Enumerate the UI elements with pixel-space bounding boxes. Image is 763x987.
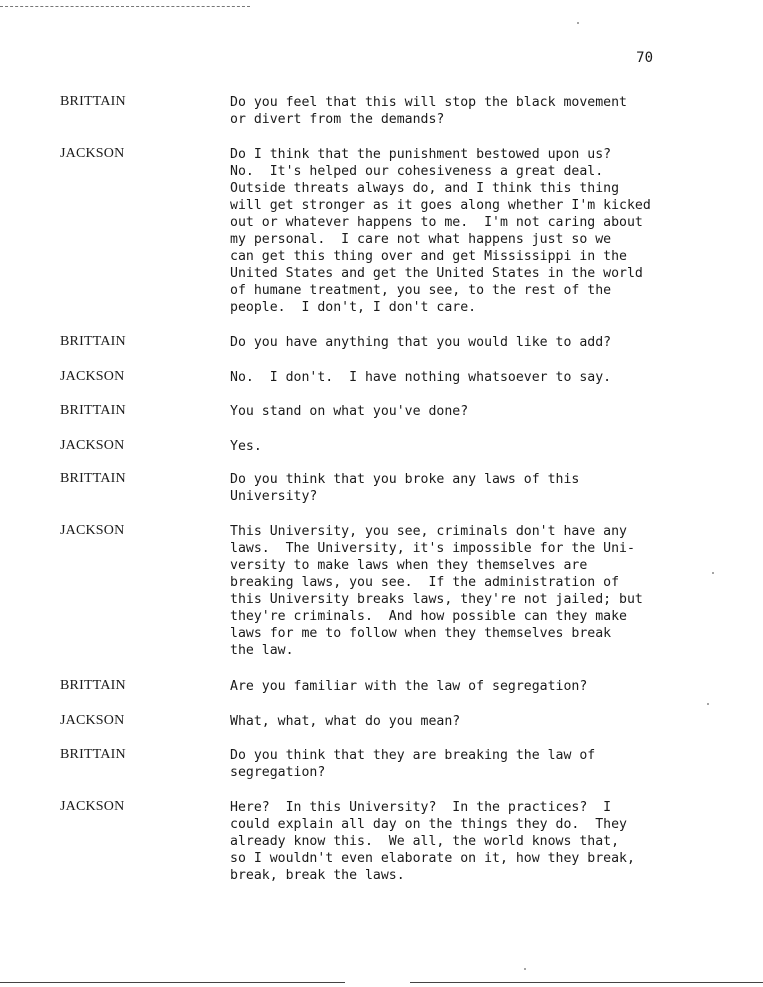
page-top-edge-marks [0, 6, 250, 7]
speech-text: Are you familiar with the law of segregation? [230, 679, 588, 694]
speech-text: Do you think that they are breaking the law of segregation? [230, 748, 596, 780]
scan-speck [712, 572, 714, 574]
speaker-name: BRITTAIN [60, 747, 126, 762]
speech-text: Do you feel that this will stop the black movement or divert from the demands? [230, 95, 627, 127]
speaker-name: JACKSON [60, 369, 125, 384]
speaker-name: BRITTAIN [60, 334, 126, 349]
speaker-name: BRITTAIN [60, 94, 126, 109]
speaker-name: JACKSON [60, 523, 125, 538]
speech-text: No. I don't. I have nothing whatsoever to say. [230, 370, 612, 385]
speaker-name: JACKSON [60, 799, 125, 814]
speech-text: Here? In this University? In the practices? I could explain all day on the things they do. They already know this. We all, the world knows that, so I wouldn't even elaborate on it, how they break, break, break the laws. [230, 800, 635, 883]
speaker-name: JACKSON [60, 146, 125, 161]
bottom-rule-left [0, 982, 345, 983]
bottom-rule-right [410, 982, 763, 983]
speaker-name: BRITTAIN [60, 678, 126, 693]
speech-text: This University, you see, criminals don't have any laws. The University, it's impossible for the Uni- versity to make laws when they themselves are breaking laws, you see. If the administration of this University breaks laws, they're not jailed; but they're criminals. And how possible can they make laws for me to follow when they themselves break the law. [230, 524, 643, 658]
scan-speck [524, 968, 526, 970]
speech-text: Do you have anything that you would like to add? [230, 335, 612, 350]
speaker-name: JACKSON [60, 713, 125, 728]
speech-text: You stand on what you've done? [230, 404, 469, 419]
speech-text: Do you think that you broke any laws of this University? [230, 472, 580, 504]
scan-speck [577, 22, 579, 24]
speaker-name: BRITTAIN [60, 471, 126, 486]
speaker-name: JACKSON [60, 438, 125, 453]
speech-text: What, what, what do you mean? [230, 714, 461, 729]
speaker-name: BRITTAIN [60, 403, 126, 418]
speech-text: Yes. [230, 439, 262, 454]
scan-speck [707, 703, 709, 705]
speech-text: Do I think that the punishment bestowed upon us? No. It's helped our cohesiveness a great deal. Outside threats always do, and I think this thing will get stronger as it goes along whether I'm kicked out or whatever happens to me. I'm not caring about my personal. I care not what happens just so we can get this thing over and get Mississippi in the United States and get the United States in the world of humane treatment, you see, to the rest of the people. I don't, I don't care. [230, 147, 651, 315]
page-number: 70 [636, 50, 653, 66]
